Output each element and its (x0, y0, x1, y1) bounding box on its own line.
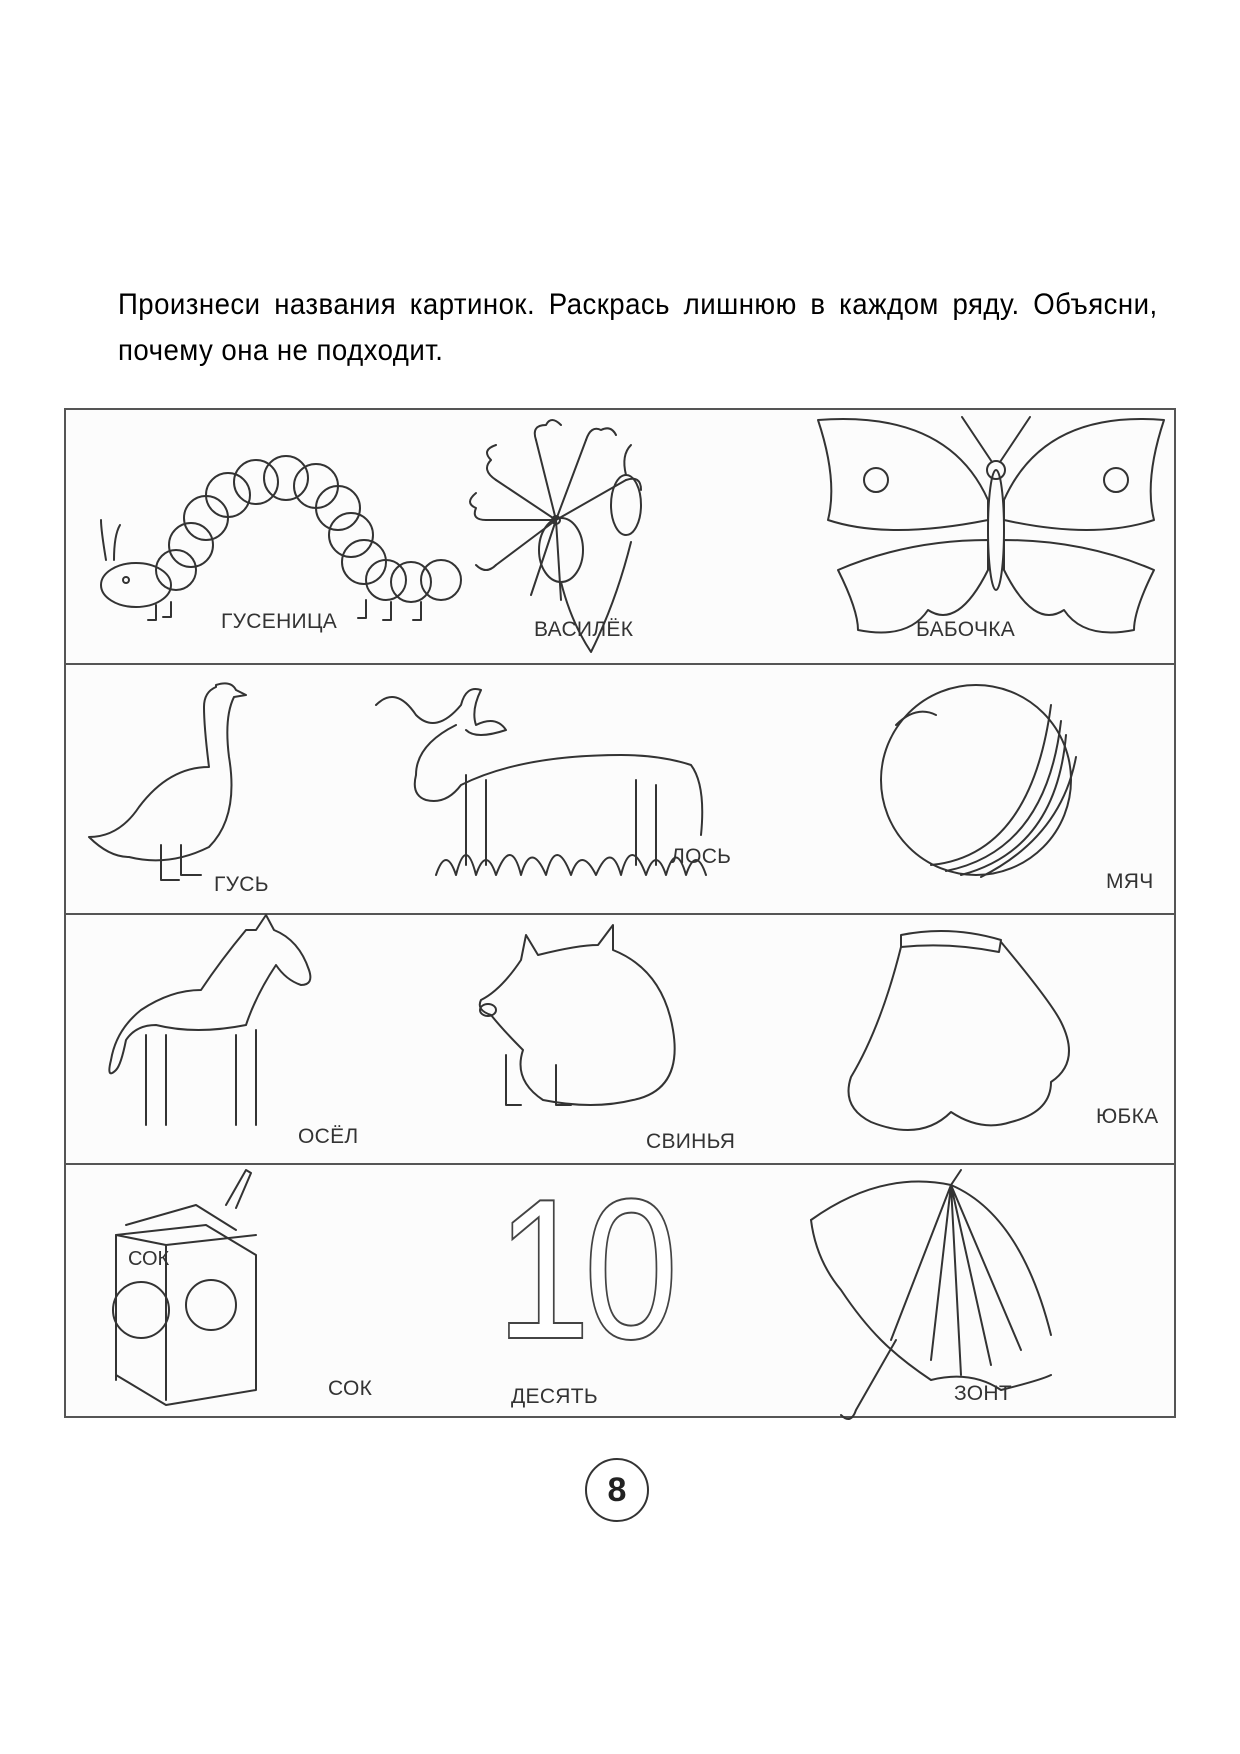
picture-number-ten[interactable] (436, 1158, 766, 1418)
label-cornflower: ВАСИЛЁК (534, 618, 634, 641)
label-juice: СОК (328, 1377, 373, 1400)
picture-caterpillar[interactable] (66, 410, 436, 663)
picture-butterfly[interactable] (806, 410, 1178, 663)
umbrella-icon (766, 1165, 1178, 1418)
row-3 (66, 915, 1174, 1165)
exercise-grid (64, 408, 1176, 1418)
svg-text:СОК: СОК (128, 1248, 170, 1270)
label-pig: СВИНЬЯ (646, 1130, 736, 1153)
label-donkey: ОСЁЛ (298, 1125, 359, 1148)
picture-pig[interactable] (436, 915, 806, 1163)
label-goose: ГУСЬ (214, 873, 269, 896)
picture-cornflower[interactable] (436, 410, 806, 663)
picture-goose[interactable] (66, 665, 366, 913)
label-butterfly: БАБОЧКА (916, 618, 1016, 641)
label-caterpillar: ГУСЕНИЦА (221, 610, 338, 633)
picture-skirt[interactable] (806, 915, 1178, 1163)
number-ten-icon: 10 (496, 1158, 672, 1381)
label-ball: МЯЧ (1106, 870, 1154, 893)
row-2 (66, 665, 1174, 915)
picture-umbrella[interactable] (766, 1165, 1178, 1418)
picture-donkey[interactable] (66, 915, 436, 1163)
instruction-text: Произнеси названия картинок. Раскрась лишнюю в каждом ряду. Объясни, почему она не подходит. (118, 288, 1158, 367)
label-ten: ДЕСЯТЬ (511, 1385, 598, 1408)
row-4 (66, 1158, 1174, 1418)
label-skirt: ЮБКА (1096, 1105, 1159, 1128)
row-1 (66, 410, 1174, 665)
label-umbrella: ЗОНТ (954, 1382, 1012, 1405)
juice-box-icon (66, 1165, 436, 1418)
page-number: 8 (585, 1458, 649, 1522)
picture-juice-box[interactable] (66, 1165, 436, 1418)
picture-moose[interactable] (366, 665, 806, 913)
label-moose: ЛОСЬ (671, 845, 732, 868)
pig-icon (436, 915, 806, 1165)
picture-ball[interactable] (806, 665, 1178, 913)
moose-icon (366, 665, 806, 915)
donkey-icon (66, 915, 436, 1165)
